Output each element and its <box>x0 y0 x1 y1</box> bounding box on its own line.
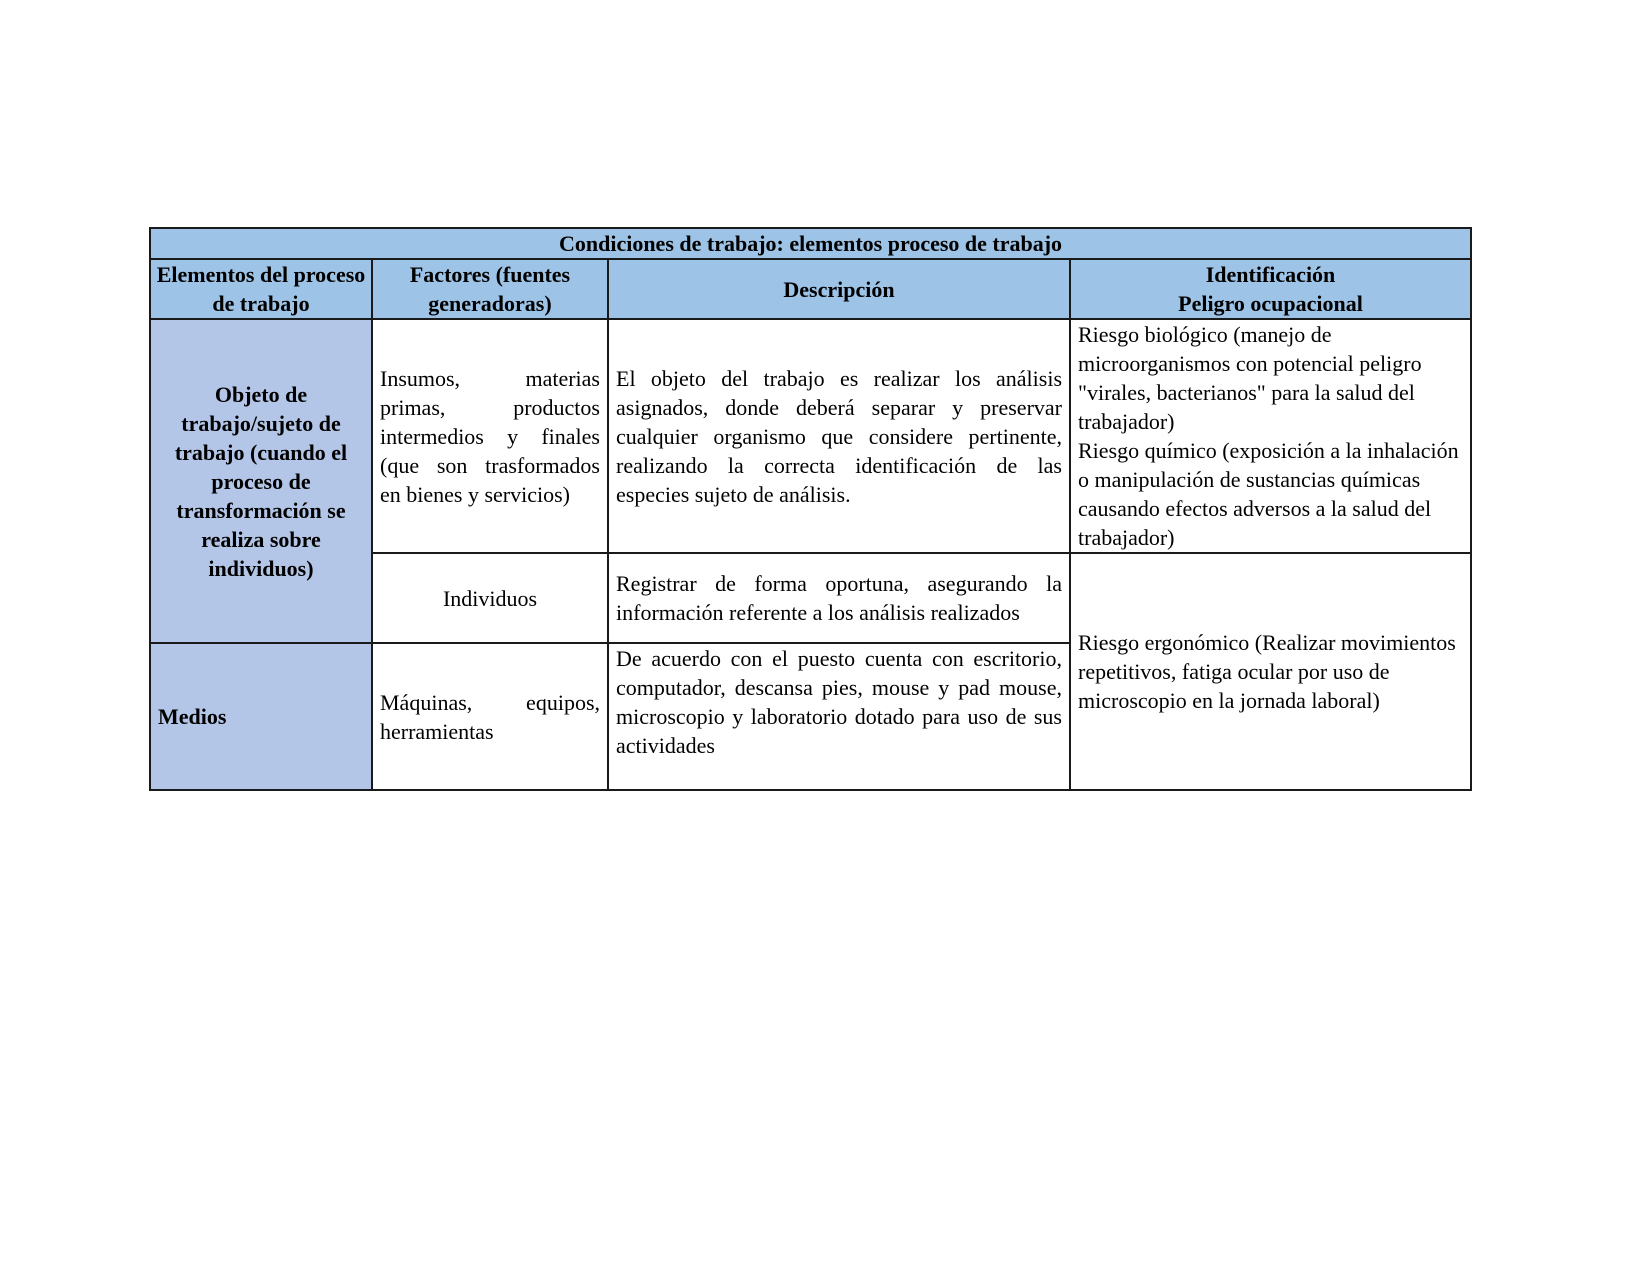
descripcion-objeto-cell: El objeto del trabajo es realizar los análisis asignados, donde deberá separar y preservar cualquier organismo que considere pertinente, realizando la correcta identificación de las especies sujeto de análisis. <box>608 319 1070 553</box>
header-elementos: Elementos del proceso de trabajo <box>150 259 372 319</box>
peligro-ergonomico-cell: Riesgo ergonómico (Realizar movimientos repetitivos, fatiga ocular por uso de microscopio en la jornada laboral) <box>1070 553 1471 790</box>
descripcion-medios-cell: De acuerdo con el puesto cuenta con escritorio, computador, descansa pies, mouse y pad mouse, microscopio y laboratorio dotado para uso de sus actividades <box>608 643 1070 790</box>
table-title-row <box>150 228 1471 259</box>
peligro-quimico: Riesgo químico (exposición a la inhalación o manipulación de sustancias químicas causando efectos adversos a la salud del trabajador) <box>1078 438 1459 550</box>
peligro-biologico: Riesgo biológico (manejo de microorganismos con potencial peligro "virales, bacterianos" para la salud del trabajador) <box>1078 322 1422 434</box>
element-medios-cell: Medios <box>150 643 372 790</box>
header-factores: Factores (fuentes generadoras) <box>372 259 608 319</box>
factor-individuos-cell: Individuos <box>372 553 608 643</box>
header-identificacion-line1: Identificación <box>1205 262 1336 287</box>
table-title: Condiciones de trabajo: elementos proceso de trabajo <box>150 228 1471 259</box>
factor-maquinas-cell: Máquinas, equipos, herramientas <box>372 643 608 790</box>
descripcion-registro-cell: Registrar de forma oportuna, asegurando la información referente a los análisis realizados <box>608 553 1070 643</box>
header-descripcion: Descripción <box>608 259 1070 319</box>
table-row <box>150 319 1471 553</box>
peligro-biologico-quimico-cell <box>1070 319 1471 553</box>
header-identificacion-line2: Peligro ocupacional <box>1178 291 1363 316</box>
table-header-row <box>150 259 1471 319</box>
work-conditions-table <box>149 227 1472 791</box>
element-objeto-cell: Objeto de trabajo/sujeto de trabajo (cuando el proceso de transformación se realiza sobre individuos) <box>150 319 372 643</box>
factor-insumos-cell: Insumos, materias primas, productos intermedios y finales (que son trasformados en bienes y servicios) <box>372 319 608 553</box>
header-identificacion <box>1070 259 1471 319</box>
